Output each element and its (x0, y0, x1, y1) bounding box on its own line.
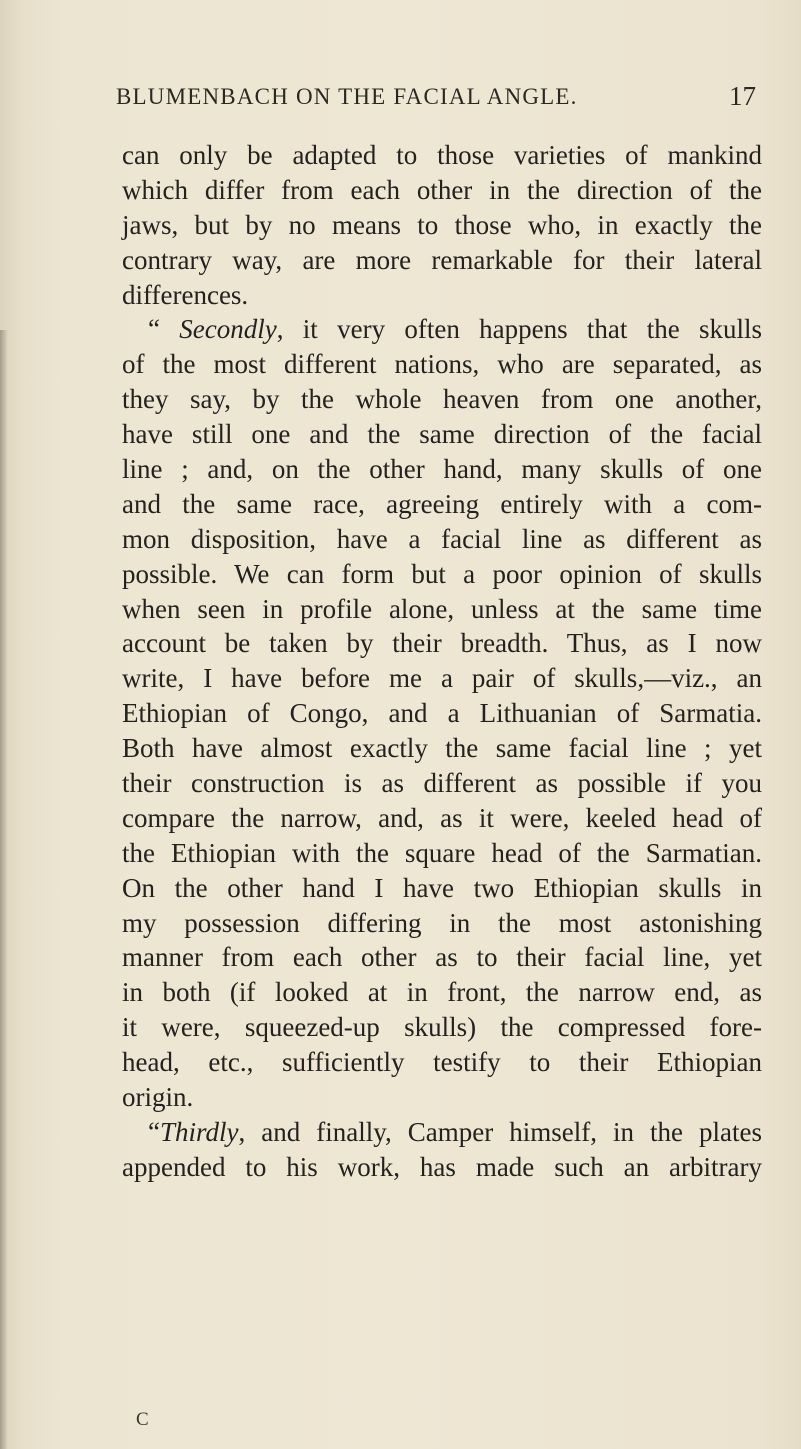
text-line (122, 906, 762, 941)
text-segment: their construction is as different as possible if you (122, 768, 762, 799)
text-segment: “ (148, 1116, 160, 1147)
text-line (122, 766, 762, 801)
text-line (122, 731, 762, 766)
text-segment: jaws, but by no means to those who, in exactly the (122, 209, 762, 240)
text-line (122, 940, 762, 975)
text-segment: contrary way, are more remarkable for their lateral (122, 244, 762, 275)
text-segment: the Ethiopian with the square head of the Sarmatian. (122, 837, 762, 868)
signature-mark: C (136, 1409, 149, 1430)
text-segment: write, I have before me a pair of skulls,—viz., an (122, 663, 762, 694)
text-line (122, 626, 762, 661)
running-head: BLUMENBACH ON THE FACIAL ANGLE. (116, 84, 578, 109)
text-line (122, 1045, 762, 1080)
text-segment: manner from each other as to their facial line, yet (122, 942, 762, 973)
text-line (122, 138, 762, 173)
text-segment: origin. (122, 1082, 194, 1113)
text-line (122, 696, 762, 731)
text-segment: and the same race, agreeing entirely with a com- (122, 488, 762, 519)
italic-word: Thirdly (159, 1116, 239, 1147)
page-number: 17 (729, 81, 756, 111)
italic-word: Secondly (179, 314, 277, 345)
text-line (122, 347, 762, 382)
text-line (122, 1115, 762, 1150)
text-line (122, 278, 762, 313)
text-segment: can only be adapted to those varieties of mankind (122, 140, 762, 170)
text-line (122, 592, 762, 627)
text-segment: possible. We can form but a poor opinion of skulls (122, 558, 762, 589)
text-segment: my possession differing in the most astonishing (122, 907, 762, 938)
text-segment: , and finally, Camper himself, in the plates (238, 1116, 762, 1147)
text-segment: compare the narrow, and, as it were, keeled head of (122, 802, 762, 833)
body-text (122, 138, 762, 1185)
text-segment: Both have almost exactly the same facial line ; yet (122, 733, 762, 764)
text-line (122, 836, 762, 871)
text-line (122, 1080, 762, 1115)
text-segment: have still one and the same direction of the facial (122, 419, 762, 450)
text-line (122, 975, 762, 1010)
text-line (122, 801, 762, 836)
text-segment: “ (148, 314, 180, 345)
text-line (122, 243, 762, 278)
text-segment: appended to his work, has made such an arbitrary (122, 1151, 762, 1182)
text-line (122, 557, 762, 592)
text-segment: account be taken by their breadth. Thus, as I now (122, 628, 762, 659)
text-line (122, 173, 762, 208)
text-line (122, 487, 762, 522)
text-segment: which differ from each other in the direction of the (122, 174, 762, 205)
text-segment: differences. (122, 279, 249, 310)
text-segment: line ; and, on the other hand, many skulls of one (122, 454, 762, 485)
page-header (116, 82, 756, 122)
text-segment: it were, squeezed-up skulls) the compressed fore- (122, 1012, 762, 1043)
text-segment: in both (if looked at in front, the narrow end, as (122, 977, 762, 1008)
text-segment: of the most different nations, who are separated, as (122, 349, 762, 380)
text-line (122, 312, 762, 347)
text-line (122, 417, 762, 452)
text-segment: On the other hand I have two Ethiopian skulls in (122, 872, 762, 903)
text-segment: when seen in profile alone, unless at the same time (122, 593, 762, 624)
text-line (122, 1010, 762, 1045)
text-line (122, 208, 762, 243)
text-segment: , it very often happens that the skulls (276, 314, 763, 345)
text-line (122, 871, 762, 906)
binding-shadow (0, 330, 8, 1449)
text-segment: mon disposition, have a facial line as different as (122, 523, 762, 554)
text-line (122, 382, 762, 417)
text-line (122, 661, 762, 696)
text-line (122, 522, 762, 557)
text-line (122, 1150, 762, 1185)
text-line (122, 452, 762, 487)
text-segment: they say, by the whole heaven from one another, (122, 384, 762, 415)
text-segment: head, etc., sufficiently testify to their Ethiopian (122, 1047, 762, 1078)
text-segment: Ethiopian of Congo, and a Lithuanian of Sarmatia. (122, 698, 762, 729)
